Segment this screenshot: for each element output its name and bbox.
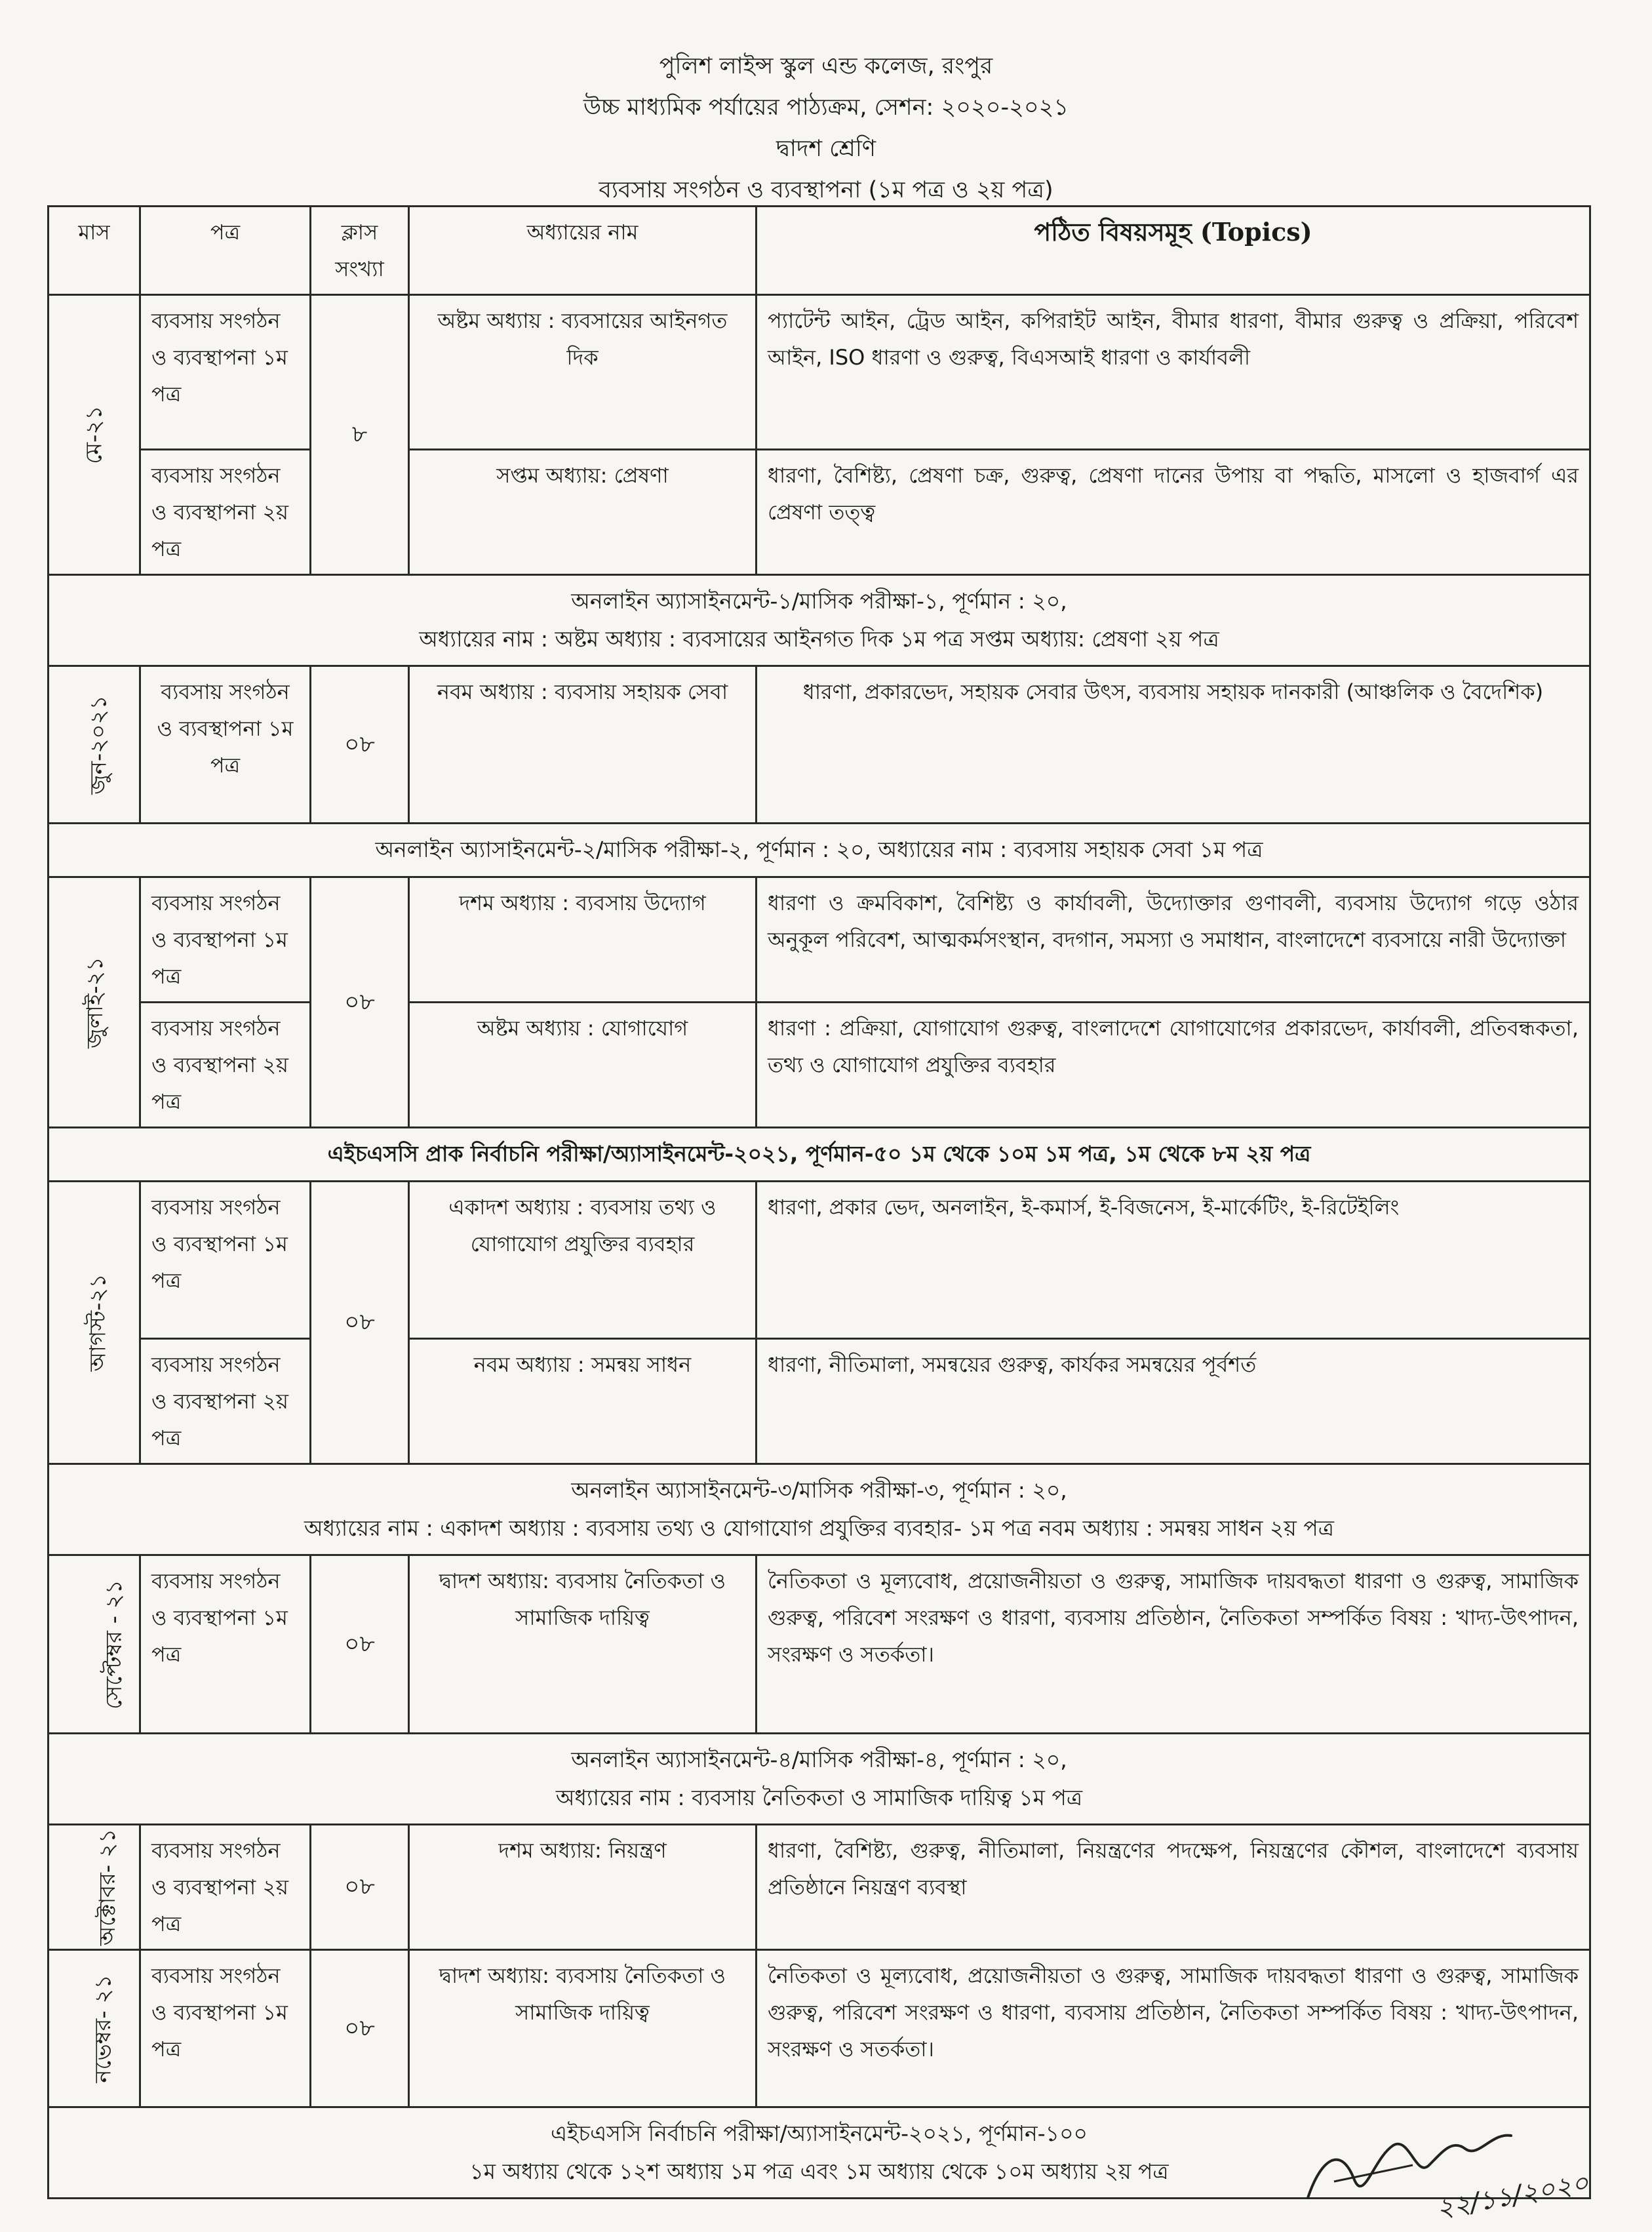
- summary-line: অনলাইন অ্যাসাইনমেন্ট-১/মাসিক পরীক্ষা-১, পূর্ণমান : ২০,: [571, 588, 1067, 614]
- table-row: [49, 450, 1590, 575]
- summary-cell: [49, 575, 1590, 666]
- summary-line: এইচএসসি প্রাক নির্বাচনি পরীক্ষা/অ্যাসাইনমেন্ট-২০২১, পূর্ণমান-৫০ ১ম থেকে ১০ম ১ম পত্র, ১ম থেকে ৮ম ২য় পত্র: [327, 1141, 1311, 1166]
- patra-cell: ব্যবসায় সংগঠন ও ব্যবস্থাপনা ২য় পত্র: [140, 450, 311, 575]
- summary-line: অধ্যায়ের নাম : ব্যবসায় নৈতিকতা ও সামাজিক দায়িত্ব ১ম পত্র: [555, 1785, 1083, 1810]
- table-row: [49, 877, 1590, 1003]
- topics-cell: প্যাটেন্ট আইন, ট্রেড আইন, কপিরাইট আইন, বীমার ধারণা, বীমার গুরুত্ব ও প্রক্রিয়া, পরিবেশ আইন, ISO ধারণা ও গুরুত্ব, বিএসআই ধারণা ও কার্যাবলী: [757, 295, 1590, 450]
- table-row: [49, 1339, 1590, 1464]
- chapter-cell: নবম অধ্যায় : ব্যবসায় সহায়ক সেবা: [409, 666, 757, 824]
- summary-line: অনলাইন অ্যাসাইনমেন্ট-৩/মাসিক পরীক্ষা-৩, পূর্ণমান : ২০,: [571, 1477, 1067, 1503]
- summary-row: [49, 575, 1590, 666]
- table-row: [49, 295, 1590, 450]
- patra-cell: ব্যবসায় সংগঠন ও ব্যবস্থাপনা ২য় পত্র: [140, 1825, 311, 1950]
- summary-row: [49, 1464, 1590, 1555]
- topics-cell: ধারণা ও ক্রমবিকাশ, বৈশিষ্ট্য ও কার্যাবলী, উদ্যোক্তার গুণাবলী, ব্যবসায় উদ্যোগ গড়ে ওঠার অনুকূল পরিবেশ, আত্মকর্মসংস্থান, বদগান, সমস্যা ও সমাধান, বাংলাদেশে ব্যবসায়ে নারী উদ্যোক্তা: [757, 877, 1590, 1003]
- subject-title: ব্যবসায় সংগঠন ও ব্যবস্থাপনা (১ম পত্র ও ২য় পত্র): [599, 177, 1053, 203]
- month-label: জুন-২০২১: [85, 694, 112, 795]
- signature: [1295, 2119, 1622, 2225]
- summary-line: ১ম অধ্যায় থেকে ১২শ অধ্যায় ১ম পত্র এবং ১ম অধ্যায় থেকে ১০ম অধ্যায় ২য় পত্র: [469, 2159, 1169, 2184]
- summary-line: অধ্যায়ের নাম : অষ্টম অধ্যায় : ব্যবসায়ের আইনগত দিক ১ম পত্র সপ্তম অধ্যায়: প্রেষণা ২য় পত্র: [419, 626, 1219, 652]
- month-cell: [49, 666, 140, 824]
- summary-line: অধ্যায়ের নাম : একাদশ অধ্যায় : ব্যবসায় তথ্য ও যোগাযোগ প্রযুক্তির ব্যবহার- ১ম পত্র নবম অধ্যায় : সমন্বয় সাধন ২য় পত্র: [304, 1515, 1334, 1541]
- patra-cell: ব্যবসায় সংগঠন ও ব্যবস্থাপনা ২য় পত্র: [140, 1339, 311, 1464]
- document-header: [0, 46, 1652, 211]
- month-cell: [49, 1555, 140, 1734]
- table-row: [49, 1555, 1590, 1734]
- month-label: মে-২১: [81, 405, 108, 464]
- patra-cell: ব্যবসায় সংগঠন ও ব্যবস্থাপনা ১ম পত্র: [140, 1182, 311, 1339]
- topics-cell: ধারণা, প্রকার ভেদ, অনলাইন, ই-কমার্স, ই-বিজনেস, ই-মার্কেটিং, ই-রিটেইলিং: [757, 1182, 1590, 1339]
- chapter-cell: দ্বাদশ অধ্যায়: ব্যবসায় নৈতিকতা ও সামাজিক দায়িত্ব: [409, 1555, 757, 1734]
- chapter-cell: নবম অধ্যায় : সমন্বয় সাধন: [409, 1339, 757, 1464]
- topics-cell: ধারণা, প্রকারভেদ, সহায়ক সেবার উৎস, ব্যবসায় সহায়ক দানকারী (আঞ্চলিক ও বৈদেশিক): [757, 666, 1590, 824]
- signature-date: ২২/১১/২০২০: [1434, 2167, 1591, 2225]
- month-label: সেপ্টেম্বর - ২১: [100, 1579, 127, 1709]
- topics-cell: ধারণা, বৈশিষ্ট্য, প্রেষণা চক্র, গুরুত্ব, প্রেষণা দানের উপায় বা পদ্ধতি, মাসলো ও হাজবার্গ এর প্রেষণা তত্ত্ব: [757, 450, 1590, 575]
- summary-cell: [49, 1734, 1590, 1825]
- chapter-cell: অষ্টম অধ্যায় : যোগাযোগ: [409, 1003, 757, 1128]
- topics-cell: নৈতিকতা ও মূল্যবোধ, প্রয়োজনীয়তা ও গুরুত্ব, সামাজিক দায়বদ্ধতা ধারণা ও গুরুত্ব, সামাজিক গুরুত্ব, পরিবেশ সংরক্ষণ ও ধারণা, ব্যবসায় প্রতিষ্ঠান, নৈতিকতা সম্পর্কিত বিষয় : খাদ্য-উৎপাদন, সংরক্ষণ ও সতর্কতা।: [757, 1950, 1590, 2107]
- class-count-cell: ০৮: [311, 877, 409, 1128]
- topics-cell: ধারণা, নীতিমালা, সমন্বয়ের গুরুত্ব, কার্যকর সমন্বয়ের পূর্বশর্ত: [757, 1339, 1590, 1464]
- topics-cell: নৈতিকতা ও মূল্যবোধ, প্রয়োজনীয়তা ও গুরুত্ব, সামাজিক দায়বদ্ধতা ধারণা ও গুরুত্ব, সামাজিক গুরুত্ব, পরিবেশ সংরক্ষণ ও ধারণা, ব্যবসায় প্রতিষ্ঠান, নৈতিকতা সম্পর্কিত বিষয় : খাদ্য-উৎপাদন, সংরক্ষণ ও সতর্কতা।: [757, 1555, 1590, 1734]
- summary-row: [49, 824, 1590, 877]
- month-label: জুলাই-২১: [81, 956, 108, 1048]
- class-name: দ্বাদশ শ্রেণি: [776, 136, 876, 162]
- header-class-count: ক্লাস সংখ্যা: [311, 207, 409, 295]
- topics-cell: ধারণা, বৈশিষ্ট্য, গুরুত্ব, নীতিমালা, নিয়ন্ত্রণের পদক্ষেপ, নিয়ন্ত্রণের কৌশল, বাংলাদেশে ব্যবসায় প্রতিষ্ঠানে নিয়ন্ত্রণ ব্যবস্থা: [757, 1825, 1590, 1950]
- chapter-cell: অষ্টম অধ্যায় : ব্যবসায়ের আইনগত দিক: [409, 295, 757, 450]
- header-month: মাস: [49, 207, 140, 295]
- summary-line: অনলাইন অ্যাসাইনমেন্ট-৪/মাসিক পরীক্ষা-৪, পূর্ণমান : ২০,: [571, 1747, 1067, 1772]
- summary-row: [49, 1128, 1590, 1182]
- month-label: নভেম্বর- ২১: [90, 1974, 117, 2083]
- patra-cell: ব্যবসায় সংগঠন ও ব্যবস্থাপনা ১ম পত্র: [140, 877, 311, 1003]
- month-label: অক্টোবর- ২১: [94, 1828, 121, 1946]
- header-patra: পত্র: [140, 207, 311, 295]
- patra-cell: ব্যবসায় সংগঠন ও ব্যবস্থাপনা ১ম পত্র: [140, 666, 311, 824]
- patra-cell: ব্যবসায় সংগঠন ও ব্যবস্থাপনা ১ম পত্র: [140, 295, 311, 450]
- class-count-cell: ০৮: [311, 666, 409, 824]
- syllabus-title: উচ্চ মাধ্যমিক পর্যায়ের পাঠ্যক্রম, সেশন: ২০২০-২০২১: [583, 94, 1069, 121]
- month-cell: [49, 877, 140, 1128]
- class-count-cell: ০৮: [311, 1182, 409, 1464]
- table-row: [49, 1950, 1590, 2107]
- chapter-cell: দ্বাদশ অধ্যায়: ব্যবসায় নৈতিকতা ও সামাজিক দায়িত্ব: [409, 1950, 757, 2107]
- chapter-cell: একাদশ অধ্যায় : ব্যবসায় তথ্য ও যোগাযোগ প্রযুক্তির ব্যবহার: [409, 1182, 757, 1339]
- syllabus-table: [47, 205, 1591, 2199]
- class-count-cell: ০৮: [311, 1825, 409, 1950]
- topics-cell: ধারণা : প্রক্রিয়া, যোগাযোগ গুরুত্ব, বাংলাদেশে যোগাযোগের প্রকারভেদ, কার্যাবলী, প্রতিবন্ধকতা, তথ্য ও যোগাযোগ প্রযুক্তির ব্যবহার: [757, 1003, 1590, 1128]
- month-label: আগস্ট-২১: [85, 1273, 111, 1372]
- class-count-cell: ০৮: [311, 1950, 409, 2107]
- month-cell: [49, 1825, 140, 1950]
- class-count-cell: ৮: [311, 295, 409, 575]
- summary-row: [49, 1734, 1590, 1825]
- summary-line: এইচএসসি নির্বাচনি পরীক্ষা/অ্যাসাইনমেন্ট-২০২১, পূর্ণমান-১০০: [551, 2121, 1088, 2146]
- table-row: [49, 1003, 1590, 1128]
- chapter-cell: সপ্তম অধ্যায়: প্রেষণা: [409, 450, 757, 575]
- month-cell: [49, 295, 140, 575]
- patra-cell: ব্যবসায় সংগঠন ও ব্যবস্থাপনা ১ম পত্র: [140, 1950, 311, 2107]
- school-name: পুলিশ লাইন্স স্কুল এন্ড কলেজ, রংপুর: [659, 53, 993, 79]
- summary-cell: [49, 824, 1590, 877]
- month-cell: [49, 1182, 140, 1464]
- patra-cell: ব্যবসায় সংগঠন ও ব্যবস্থাপনা ১ম পত্র: [140, 1555, 311, 1734]
- summary-cell: [49, 1128, 1590, 1182]
- table-row: [49, 1825, 1590, 1950]
- patra-cell: ব্যবসায় সংগঠন ও ব্যবস্থাপনা ২য় পত্র: [140, 1003, 311, 1128]
- class-count-cell: ০৮: [311, 1555, 409, 1734]
- chapter-cell: দশম অধ্যায়: নিয়ন্ত্রণ: [409, 1825, 757, 1950]
- table-row: [49, 1182, 1590, 1339]
- month-cell: [49, 1950, 140, 2107]
- header-chapter: অধ্যায়ের নাম: [409, 207, 757, 295]
- header-topics: পঠিত বিষয়সমূহ (Topics): [757, 207, 1590, 295]
- summary-line: অনলাইন অ্যাসাইনমেন্ট-২/মাসিক পরীক্ষা-২, পূর্ণমান : ২০, অধ্যায়ের নাম : ব্যবসায় সহায়ক সেবা ১ম পত্র: [375, 837, 1263, 862]
- chapter-cell: দশম অধ্যায় : ব্যবসায় উদ্যোগ: [409, 877, 757, 1003]
- table-header-row: [49, 207, 1590, 295]
- table-row: [49, 666, 1590, 824]
- summary-cell: [49, 1464, 1590, 1555]
